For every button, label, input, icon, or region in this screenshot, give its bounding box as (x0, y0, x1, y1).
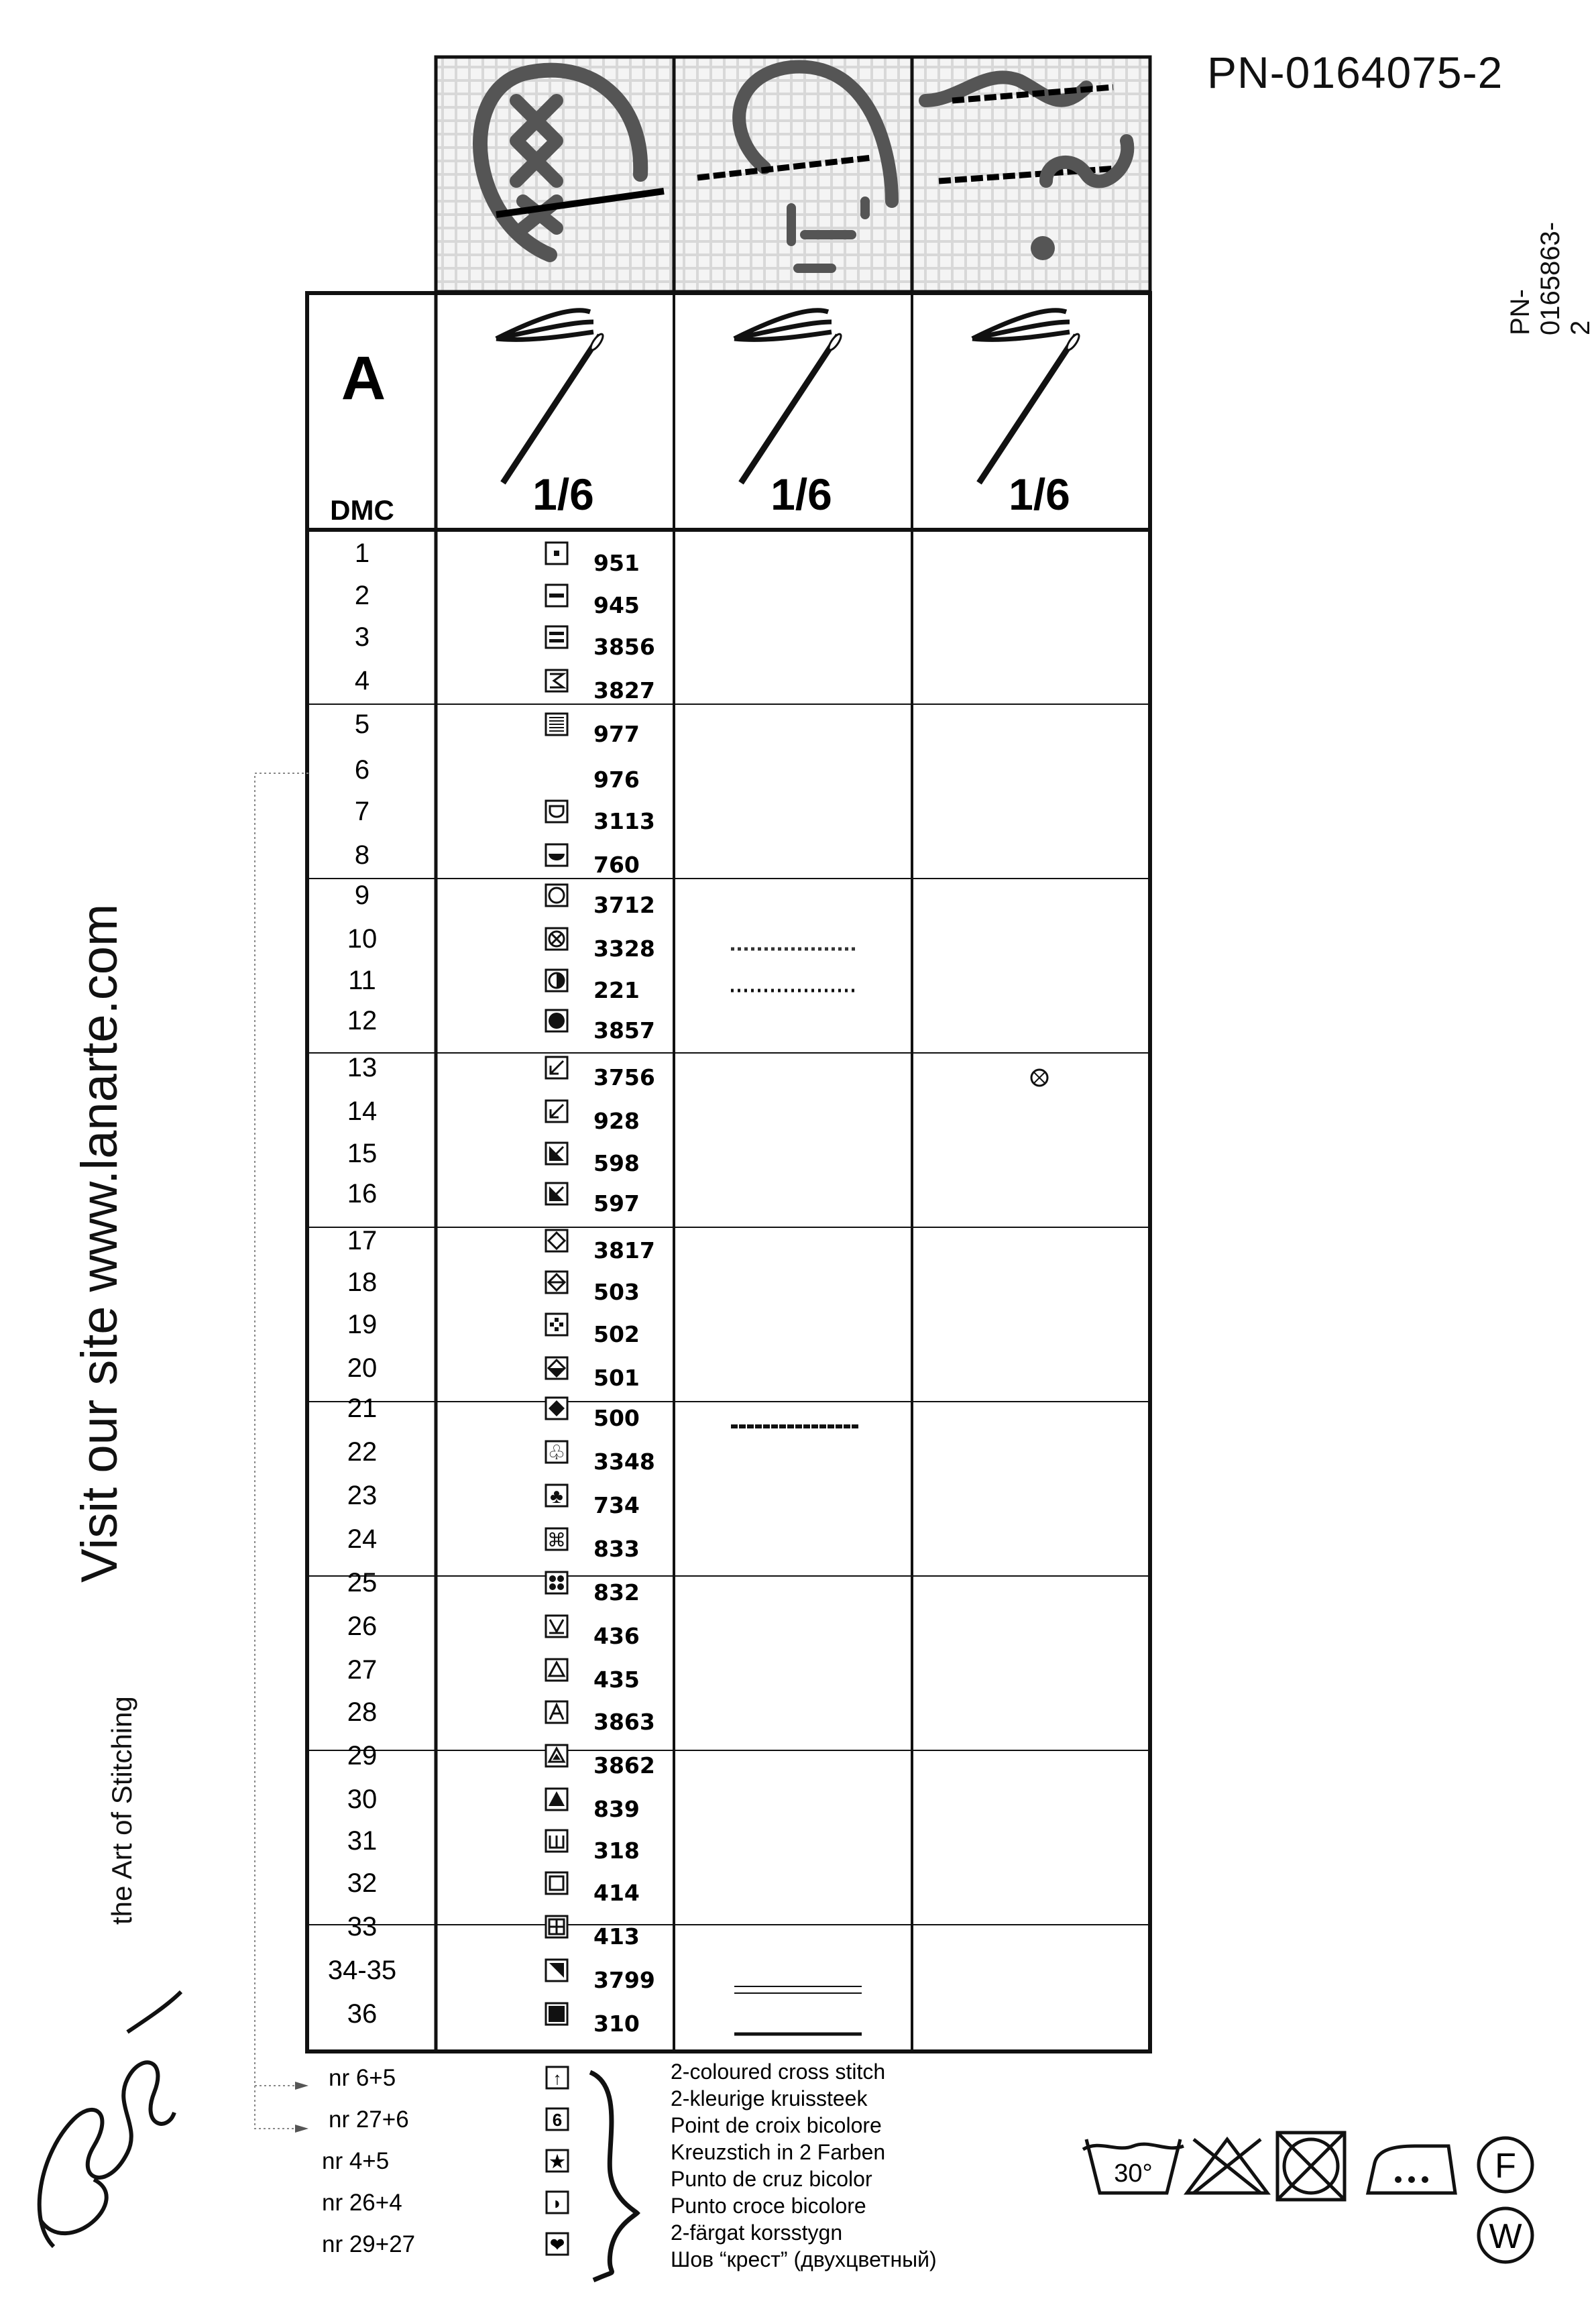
stitch-symbol-icon (546, 1230, 567, 1251)
symbol-number: 4 (354, 666, 370, 695)
symbol-number: 12 (347, 1006, 378, 1035)
dmc-code: 839 (593, 1796, 640, 1822)
stitch-symbol-icon (546, 626, 567, 648)
dry-clean-f-icon (1479, 2138, 1532, 2192)
color-row (347, 1741, 655, 1779)
stitch-symbol-icon (546, 1701, 567, 1723)
dmc-code: 951 (593, 550, 640, 576)
color-row (347, 1912, 640, 1950)
symbol-number: 29 (347, 1741, 378, 1770)
svg-text:★: ★ (549, 2151, 565, 2172)
stitch-symbol-icon (546, 1872, 567, 1894)
stitch-symbol-icon (546, 714, 567, 735)
strand-count: 1/6 (1009, 469, 1070, 519)
dmc-code: 945 (593, 592, 640, 618)
stitch-symbol-icon (546, 543, 567, 564)
dmc-code: 3856 (593, 634, 655, 660)
product-number: PN-0164075-2 (1207, 48, 1503, 97)
stitch-symbol-icon (546, 1143, 567, 1164)
symbol-number: 32 (347, 1868, 378, 1898)
stitch-symbol-icon (546, 1485, 567, 1508)
dmc-code: 833 (593, 1536, 640, 1562)
bicolor-label: 2-färgat korsstygn (671, 2220, 843, 2245)
brand-label: DMC (330, 494, 394, 526)
stitch-symbol-icon (546, 2003, 567, 2025)
dmc-code: 435 (593, 1667, 640, 1693)
stitch-symbol-icon (546, 1314, 567, 1335)
wet-clean-w-icon (1479, 2208, 1532, 2262)
symbol-number: 3 (354, 622, 370, 652)
stitch-symbol-icon (546, 1101, 567, 1122)
dmc-code: 3827 (593, 677, 655, 703)
color-row (347, 1655, 640, 1693)
symbol-number: 13 (347, 1053, 378, 1082)
dmc-code: 413 (593, 1923, 640, 1950)
stitch-symbol-icon (546, 1916, 567, 1937)
color-row (347, 1612, 640, 1649)
stitch-symbol-icon (546, 1830, 567, 1852)
needle-icon (734, 311, 843, 483)
stitch-symbol-icon (546, 1357, 567, 1379)
dmc-code: 436 (593, 1623, 640, 1649)
svg-text:F: F (1495, 2147, 1516, 2186)
stitch-symbol-icon (546, 844, 567, 866)
dmc-code: 3863 (593, 1709, 655, 1735)
stitch-symbol-icon (546, 585, 567, 606)
symbol-number: 24 (347, 1524, 378, 1554)
combo-label: nr 6+5 (329, 2065, 396, 2091)
color-row (355, 755, 640, 793)
wash-30-icon (1083, 2139, 1184, 2193)
color-row (347, 1006, 655, 1044)
color-row (347, 1568, 640, 1606)
svg-text:↑: ↑ (553, 2068, 562, 2088)
dmc-code: 598 (593, 1150, 640, 1176)
stitch-symbol-icon (546, 1789, 567, 1810)
symbol-number: 27 (347, 1655, 378, 1685)
symbol-number: 31 (347, 1826, 378, 1856)
strand-count: 1/6 (771, 469, 832, 519)
color-row (347, 1096, 640, 1134)
combo-label: nr 26+4 (322, 2190, 402, 2216)
dmc-code: 3348 (593, 1449, 655, 1475)
color-row (347, 1310, 640, 1347)
color-rows (328, 539, 655, 2037)
color-row (355, 797, 655, 834)
stitch-symbol-icon (546, 670, 567, 691)
bicolor-legend (322, 2060, 937, 2271)
stitch-symbol-icon (546, 1272, 567, 1293)
symbol-number: 33 (347, 1912, 378, 1941)
bicolor-label: 2-coloured cross stitch (671, 2060, 886, 2084)
secondary-product-number: PN-0165863-2 (1505, 221, 1595, 335)
dmc-code: 221 (593, 977, 640, 1003)
bicolor-label: Punto de cruz bicolor (671, 2167, 872, 2191)
dmc-code: 502 (593, 1321, 640, 1347)
stitch-symbol-icon (546, 1960, 567, 1981)
bicolor-label: Шов “крест” (двухцветный) (671, 2247, 937, 2271)
bicolor-brackets (255, 773, 308, 2133)
stitch-symbol-icon (546, 1183, 567, 1204)
symbol-number: 5 (354, 710, 370, 739)
bicolor-label: Punto croce bicolore (671, 2194, 866, 2218)
symbol-number: 2 (354, 581, 370, 610)
combo-label: nr 27+6 (329, 2106, 409, 2133)
symbol-number: 21 (347, 1394, 378, 1423)
combo-label: nr 29+27 (322, 2231, 416, 2257)
key-letter: A (341, 344, 386, 412)
symbol-number: 17 (347, 1226, 378, 1255)
color-row (347, 1053, 655, 1090)
svg-text:⌘: ⌘ (547, 1530, 566, 1551)
stitch-symbol-icon (546, 1659, 567, 1681)
dmc-code: 3857 (593, 1017, 655, 1044)
legend-brace (590, 2072, 637, 2280)
dmc-code: 3113 (593, 808, 655, 834)
color-row (355, 710, 640, 747)
wash-temp: 30° (1114, 2159, 1153, 2188)
stitch-symbol-icon (546, 759, 567, 781)
dmc-code: 3712 (593, 892, 655, 918)
svg-text:W: W (1489, 2217, 1522, 2256)
dmc-code: 976 (593, 767, 640, 793)
symbol-number: 10 (347, 924, 378, 954)
tagline: the Art of Stitching (106, 1696, 137, 1925)
color-row (355, 840, 640, 878)
bicolor-label: Kreuzstich in 2 Farben (671, 2140, 886, 2164)
svg-text:❤: ❤ (550, 2235, 565, 2255)
dmc-code: 310 (593, 2011, 640, 2037)
color-row (347, 1868, 640, 1906)
color-row (347, 1268, 640, 1305)
dmc-code: 3328 (593, 936, 655, 962)
stitch-symbol-icon (546, 1057, 567, 1078)
key-table (307, 293, 1150, 2051)
dmc-code: 500 (593, 1405, 640, 1431)
color-row (347, 1481, 640, 1518)
no-tumble-dry-icon (1277, 2133, 1345, 2200)
color-row (355, 666, 655, 703)
stitch-symbol-icon (546, 1010, 567, 1031)
symbol-number: 36 (347, 1999, 378, 2029)
stitch-symbol-icon (546, 1745, 567, 1766)
bicolor-label: 2-kleurige kruissteek (671, 2086, 868, 2110)
site-url[interactable]: Visit our site www.lanarte.com (71, 903, 128, 1583)
bicolor-symbol-icon (547, 2192, 568, 2213)
needle-icon (972, 311, 1081, 483)
symbol-number: 30 (347, 1785, 378, 1814)
color-row (348, 966, 640, 1003)
color-row (347, 1826, 640, 1864)
stitch-symbol-icon (546, 1528, 567, 1551)
stitch-symbol-icon (546, 1572, 567, 1593)
color-row (347, 1139, 640, 1176)
color-row (355, 539, 640, 576)
bicolor-label: Point de croix bicolore (671, 2113, 882, 2137)
svg-text:♣: ♣ (550, 1485, 563, 1508)
bicolor-symbol-icon (547, 2233, 568, 2255)
color-row (347, 1226, 655, 1263)
bicolor-symbol-icon (547, 2150, 568, 2172)
dmc-code: 3756 (593, 1064, 655, 1090)
needle-icon (496, 311, 605, 483)
stitch-symbol-icon (546, 928, 567, 950)
stitch-symbol-icon (546, 1398, 567, 1419)
care-symbols (1083, 2133, 1532, 2262)
symbol-number: 15 (347, 1139, 378, 1168)
color-row (355, 881, 655, 918)
iron-icon (1368, 2146, 1455, 2193)
symbol-number: 11 (348, 966, 376, 995)
symbol-number: 18 (347, 1268, 378, 1297)
symbol-number: 9 (354, 881, 370, 910)
bicolor-symbol-icon (547, 2108, 568, 2130)
dmc-code: 501 (593, 1365, 640, 1391)
dmc-code: 760 (593, 852, 640, 878)
color-row (347, 1437, 655, 1475)
svg-text:6: 6 (552, 2110, 563, 2130)
dmc-code: 977 (593, 721, 640, 747)
symbol-number: 20 (347, 1353, 378, 1383)
color-row (355, 622, 655, 660)
dmc-code: 503 (593, 1279, 640, 1305)
symbol-number: 28 (347, 1697, 378, 1727)
stitch-illustrations (436, 57, 1150, 292)
strand-count: 1/6 (532, 469, 594, 519)
symbol-number: 7 (354, 797, 370, 826)
stitch-symbol-icon (546, 1616, 567, 1637)
symbol-number: 1 (354, 539, 370, 568)
symbol-number: 19 (347, 1310, 378, 1339)
symbol-number: 14 (347, 1096, 378, 1126)
symbol-number: 22 (347, 1437, 378, 1467)
color-row (328, 1956, 655, 1993)
no-bleach-icon (1187, 2139, 1267, 2193)
color-row (347, 1524, 640, 1562)
stitch-symbol-icon (546, 885, 567, 906)
symbol-number: 26 (347, 1612, 378, 1641)
svg-text:◗: ◗ (552, 2193, 563, 2213)
color-row (355, 581, 640, 618)
color-row (347, 1179, 640, 1217)
symbol-number: 8 (354, 840, 370, 870)
symbol-number: 23 (347, 1481, 378, 1510)
combo-label: nr 4+5 (322, 2148, 390, 2174)
symbol-number: 34-35 (327, 1956, 397, 1985)
stitch-symbol-icon (546, 1441, 567, 1464)
dmc-code: 597 (593, 1190, 640, 1217)
dmc-code: 3862 (593, 1752, 655, 1779)
color-row (347, 1697, 655, 1735)
stitch-symbol-icon (546, 970, 567, 991)
dmc-code: 414 (593, 1880, 640, 1906)
dmc-code: 734 (593, 1492, 640, 1518)
dmc-code: 832 (593, 1579, 640, 1606)
bicolor-symbol-icon (547, 2067, 568, 2088)
svg-text:♧: ♧ (547, 1442, 566, 1464)
color-row (347, 1394, 640, 1431)
symbol-number: 16 (347, 1179, 378, 1208)
dmc-code: 928 (593, 1108, 640, 1134)
symbol-number: 6 (354, 755, 370, 785)
color-row (347, 924, 655, 962)
backstitch-marks (731, 949, 1047, 2034)
dmc-code: 3799 (593, 1967, 655, 1993)
stitch-symbol-icon (546, 801, 567, 822)
symbol-number: 25 (347, 1568, 378, 1597)
color-row (347, 1353, 640, 1391)
color-row (347, 1785, 640, 1822)
dmc-code: 318 (593, 1838, 640, 1864)
color-row (347, 1999, 640, 2037)
dmc-code: 3817 (593, 1237, 655, 1263)
